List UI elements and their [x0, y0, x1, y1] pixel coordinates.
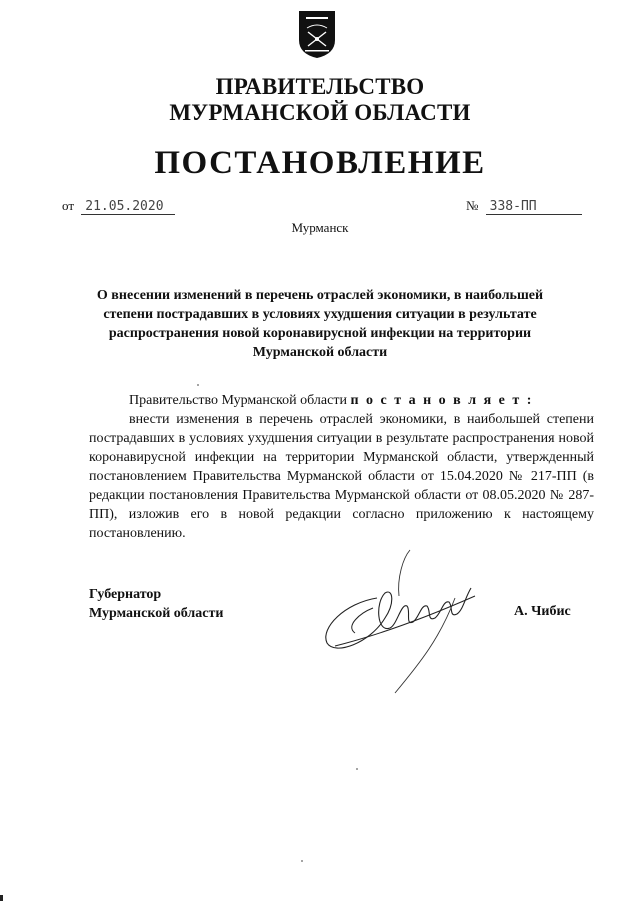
scan-speck [197, 384, 199, 386]
document-body [89, 391, 594, 543]
document-subject: О внесении изменений в перечень отраслей экономики, в наибольшей степени пострадавших в условиях ухудшения ситуации в результате распространения новой коронавирусной инфекции на территории Мурманской области [96, 288, 544, 360]
date-value: 21.05.2020 [81, 199, 175, 215]
position-line2: Мурманской области [89, 606, 224, 621]
intro-text: Правительство Мурманской области [129, 393, 351, 408]
decree-intro [89, 391, 594, 410]
signatory-position [89, 585, 223, 623]
date-prefix: от [62, 198, 75, 213]
government-title-line1: ПРАВИТЕЛЬСТВО [215, 74, 425, 99]
decree-paragraph: внести изменения в перечень отраслей экономики, в наибольшей степени пострадавших в условиях ухудшения ситуации в результате распространения новой коронавирусной инфекции на территории Мурманской области, утвержденный постановлением Правительства Мурманской области от 15.04.2020 № 217-ПП (в редакции постановления Правительства Мурманской области от 08.05.2020 № 287-ПП), изложив его в новой редакции согласно приложению к настоящему постановлению. [89, 412, 594, 541]
scan-speck [356, 768, 358, 770]
number-prefix: № [466, 198, 479, 213]
signatory-name: А. Чибис [514, 604, 571, 619]
handwritten-signature [315, 548, 485, 698]
intro-spaced-verb: п о с т а н о в л я е т : [350, 393, 534, 408]
date-field [62, 198, 175, 215]
scan-edge-mark [0, 895, 3, 901]
number-field [466, 198, 582, 215]
murmansk-coat-of-arms-icon [297, 8, 337, 60]
position-line1: Губернатор [89, 587, 162, 602]
document-type-title: ПОСТАНОВЛЕНИЕ [154, 145, 486, 181]
government-title-line2: МУРМАНСКОЙ ОБЛАСТИ [169, 100, 471, 125]
number-value: 338-ПП [486, 199, 582, 215]
city-name: Мурманск [291, 220, 349, 235]
scan-speck [301, 860, 303, 862]
